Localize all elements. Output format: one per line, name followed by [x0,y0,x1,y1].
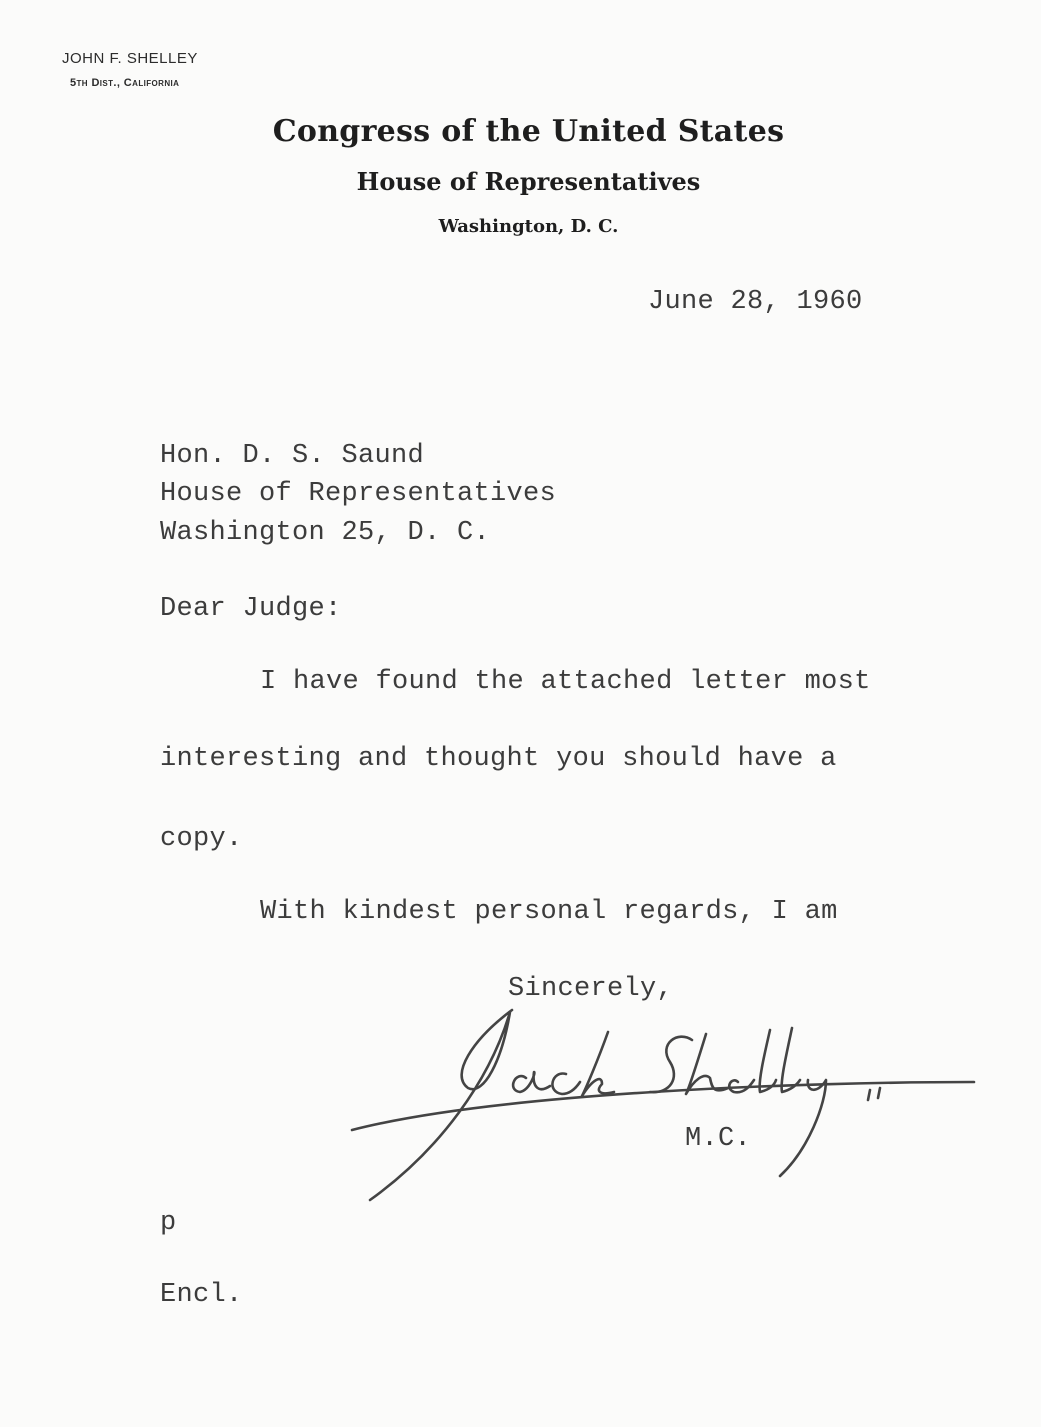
recipient-city: Washington 25, D. C. [160,518,491,548]
letter-date: June 28, 1960 [648,287,863,317]
recipient-office: House of Representatives [160,479,557,509]
letterhead-city: Washington, D. C. [438,216,619,237]
letterhead-house: House of Representatives [356,167,701,196]
typist-initial: p [160,1208,177,1238]
body-line: copy. [160,824,243,854]
enclosure-note: Encl. [160,1280,243,1310]
body-line: I have found the attached letter most [260,667,871,697]
recipient-name: Hon. D. S. Saund [160,441,425,471]
letterhead-congress: Congress of the United States [272,114,785,149]
handwritten-signature [340,1000,990,1220]
closing: Sincerely, [508,974,674,1004]
salutation: Dear Judge: [160,594,342,624]
body-line: interesting and thought you should have a [160,744,837,774]
signer-title: M.C. [685,1124,752,1154]
letterhead-district: 5th Dist., California [70,77,180,89]
letterhead-name: JOHN F. SHELLEY [62,50,198,67]
body-line: With kindest personal regards, I am [260,897,838,927]
